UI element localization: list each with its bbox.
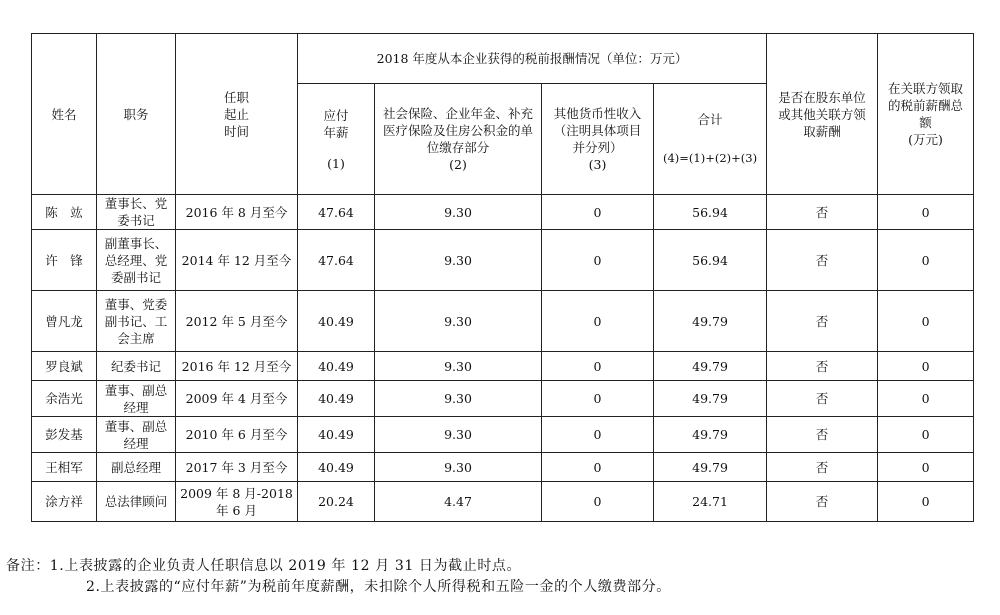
header-other-label: 其他货币性收入（注明具体项目并分列） [553, 106, 642, 155]
cell-period: 2009 年 4 月至今 [176, 381, 298, 417]
table-row [32, 417, 974, 453]
cell-period: 2016 年 8 月至今 [176, 195, 298, 230]
cell-related: 否 [767, 291, 878, 352]
cell-total: 49.79 [654, 291, 767, 352]
cell-insurance: 4.47 [375, 482, 542, 522]
header-insurance-no: (2) [449, 157, 467, 172]
table-row [32, 381, 974, 417]
cell-salary: 40.49 [298, 381, 375, 417]
cell-total: 49.79 [654, 417, 767, 453]
cell-other: 0 [542, 195, 654, 230]
cell-related: 否 [767, 417, 878, 453]
cell-name: 余浩光 [32, 381, 97, 417]
cell-related: 否 [767, 482, 878, 522]
cell-related-amount: 0 [878, 482, 974, 522]
cell-other: 0 [542, 352, 654, 381]
cell-other: 0 [542, 482, 654, 522]
cell-insurance: 9.30 [375, 381, 542, 417]
cell-period: 2016 年 12 月至今 [176, 352, 298, 381]
notes [6, 556, 671, 598]
cell-position: 副总经理 [97, 453, 176, 482]
cell-salary: 40.49 [298, 417, 375, 453]
cell-insurance: 9.30 [375, 352, 542, 381]
cell-salary: 20.24 [298, 482, 375, 522]
header-salary-no: (1) [327, 155, 345, 171]
cell-insurance: 9.30 [375, 230, 542, 291]
header-tenure: 任职 起止 时间 [176, 34, 298, 195]
cell-related: 否 [767, 453, 878, 482]
cell-period: 2009 年 8 月-2018 年 6 月 [176, 482, 298, 522]
cell-insurance: 9.30 [375, 417, 542, 453]
cell-salary: 40.49 [298, 291, 375, 352]
table-row [32, 453, 974, 482]
note-line-2: 2.上表披露的“应付年薪”为税前年度薪酬，未扣除个人所得税和五险一金的个人缴费部分。 [86, 579, 671, 595]
cell-other: 0 [542, 381, 654, 417]
cell-related-amount: 0 [878, 417, 974, 453]
cell-related: 否 [767, 352, 878, 381]
cell-insurance: 9.30 [375, 291, 542, 352]
header-related-amount: 在关联方领取的税前薪酬总额 (万元) [878, 34, 974, 195]
header-total-label: 合计 [697, 112, 723, 127]
cell-total: 24.71 [654, 482, 767, 522]
table-row [32, 230, 974, 291]
table-body [32, 195, 974, 522]
cell-period: 2012 年 5 月至今 [176, 291, 298, 352]
cell-related: 否 [767, 230, 878, 291]
table-row [32, 482, 974, 522]
header-other [542, 84, 654, 195]
cell-salary: 47.64 [298, 230, 375, 291]
cell-related: 否 [767, 195, 878, 230]
note-line-1: 备注：1.上表披露的企业负责人任职信息以 2019 年 12 月 31 日为截止时点。 [6, 558, 522, 574]
cell-position: 纪委书记 [97, 352, 176, 381]
compensation-table [31, 33, 974, 522]
cell-related-amount: 0 [878, 291, 974, 352]
cell-other: 0 [542, 417, 654, 453]
table-row [32, 352, 974, 381]
cell-related-amount: 0 [878, 195, 974, 230]
header-insurance [375, 84, 542, 195]
cell-other: 0 [542, 230, 654, 291]
cell-period: 2010 年 6 月至今 [176, 417, 298, 453]
cell-other: 0 [542, 453, 654, 482]
cell-other: 0 [542, 291, 654, 352]
cell-related: 否 [767, 381, 878, 417]
header-total-formula: (4)=(1)+(2)+(3) [662, 151, 758, 165]
cell-position: 总法律顾问 [97, 482, 176, 522]
table-row [32, 195, 974, 230]
header-related: 是否在股东单位或其他关联方领取薪酬 [767, 34, 878, 195]
cell-insurance: 9.30 [375, 453, 542, 482]
header-insurance-label: 社会保险、企业年金、补充医疗保险及住房公积金的单位缴存部分 [383, 106, 534, 155]
cell-position: 董事长、党委书记 [97, 195, 176, 230]
cell-total: 56.94 [654, 230, 767, 291]
cell-name: 曾凡龙 [32, 291, 97, 352]
cell-insurance: 9.30 [375, 195, 542, 230]
cell-related-amount: 0 [878, 381, 974, 417]
cell-position: 董事、副总经理 [97, 417, 176, 453]
cell-name: 许 锋 [32, 230, 97, 291]
cell-related-amount: 0 [878, 230, 974, 291]
header-group: 2018 年度从本企业获得的税前报酬情况（单位：万元） [298, 34, 767, 84]
header-position: 职务 [97, 34, 176, 195]
cell-name: 陈 竑 [32, 195, 97, 230]
cell-position: 副董事长、总经理、党委副书记 [97, 230, 176, 291]
cell-salary: 47.64 [298, 195, 375, 230]
cell-salary: 40.49 [298, 453, 375, 482]
cell-name: 罗良斌 [32, 352, 97, 381]
cell-position: 董事、副总经理 [97, 381, 176, 417]
header-salary [298, 84, 375, 195]
cell-position: 董事、党委副书记、工会主席 [97, 291, 176, 352]
cell-related-amount: 0 [878, 352, 974, 381]
cell-total: 49.79 [654, 453, 767, 482]
cell-period: 2017 年 3 月至今 [176, 453, 298, 482]
header-other-no: (3) [588, 157, 607, 172]
header-name: 姓名 [32, 34, 97, 195]
cell-total: 49.79 [654, 381, 767, 417]
cell-total: 56.94 [654, 195, 767, 230]
header-salary-label: 应付 年薪 [323, 107, 349, 140]
table-row [32, 291, 974, 352]
cell-name: 彭发基 [32, 417, 97, 453]
cell-total: 49.79 [654, 352, 767, 381]
header-total [654, 84, 767, 195]
cell-period: 2014 年 12 月至今 [176, 230, 298, 291]
cell-related-amount: 0 [878, 453, 974, 482]
cell-salary: 40.49 [298, 352, 375, 381]
cell-name: 王相军 [32, 453, 97, 482]
cell-name: 涂方祥 [32, 482, 97, 522]
